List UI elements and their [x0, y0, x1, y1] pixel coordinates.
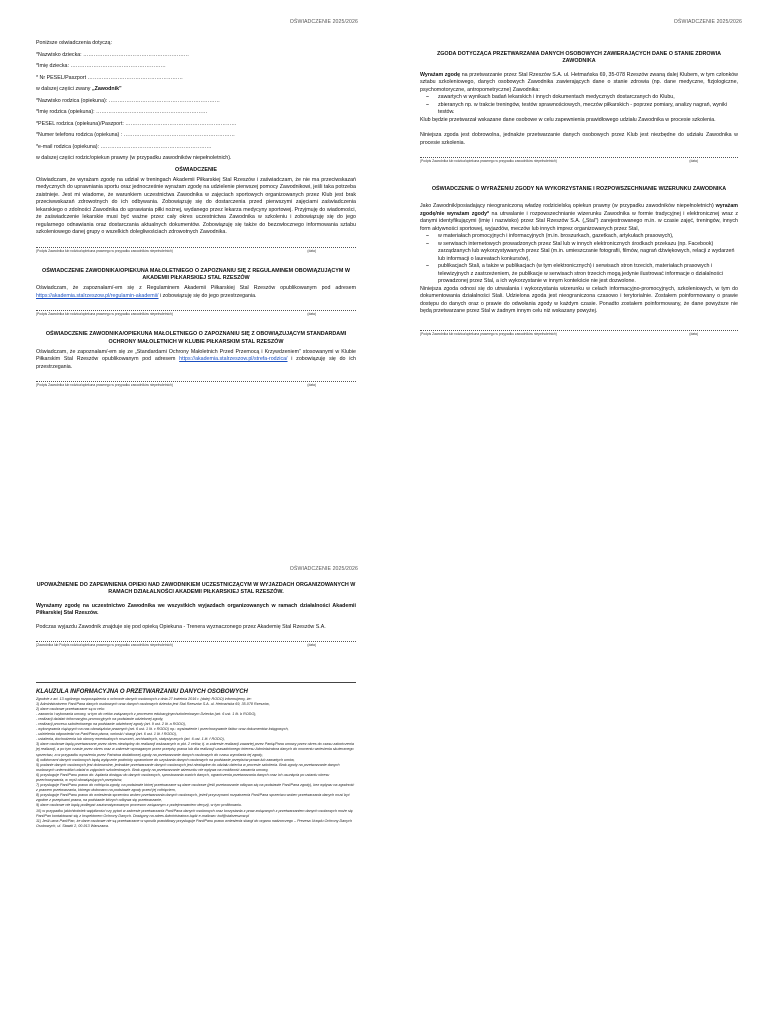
- section-title-image-consent: OŚWIADCZENIE O WYRAŻENIU ZGODY NA WYKORZYSTANIE I ROZPOWSZECHNIANIE WIZERUNKU ZAWODNIKA: [431, 186, 727, 193]
- clause-line: 6) przysługuje Pani/Panu prawo do: żądania dostępu do danych osobowych, sprostowania swoich danych, ograniczenia przetwarzania danych oraz ich usunięcia po ustaniu okresu przechowywania, w myśl obowiązujących przepisów,: [36, 772, 330, 782]
- field-pesel: * Nr PESEL/Paszport ………………………………………………: [36, 74, 183, 81]
- document-page-2: [384, 0, 768, 512]
- image-consent-text: Jako Zawodnik/posiadający nieograniczoną władzę rodzicielską opiekun prawny (w przypadku zawodników niepełnoletnich) wyrażam zgodę/nie wyrażam zgody* na utrwalanie i rozpowszechnianie wizerunku Zawodnika w formie tradycyjnej i elektronicznej wraz z danymi identyfikującymi (imię i nazwisko) przez Stal Rzeszów S.A. („Stal”) zarejestrowanego m.in. w czasie zajęć, treningów, innych form aktywności sportowej, wyjazdów, meczów lub innych imprez organizowanych przez Stal,: [420, 203, 738, 232]
- section-title-declaration: OŚWIADCZENIE: [175, 166, 217, 173]
- field-note-parent: w dalszej części rodzic/opiekun prawny (w przypadku zawodników niepełnoletnich).: [36, 155, 232, 161]
- clause-line: - realizacji procesu szkoleniowego na podstawie udzielonej zgody (art. 9 ust. 2 lit. a RODO),: [36, 721, 187, 726]
- clause-line: 10) w przypadku jakichkolwiek wątpliwości czy pytań w zakresie przetwarzania Pani/Pana danych osobowych oraz korzystania z praw związanych z przetwarzaniem danych osobowych może się Pani/Pan kontaktować się z Inspektorem Ochrony Danych. Dostępny na adres Administratora bądź e-mailowo: iod@stalrzeszow.pl: [36, 808, 353, 818]
- signature-caption: (Podpis Zawodnika lub rodzica/opiekuna prawnego w przypadku zawodników niepełnoletnich) (data): [420, 159, 698, 164]
- standards-text: Oświadczam, że zapoznałam/-em się ze „Standardami Ochrony Małoletnich Przed Przemocą i Krzywdzeniem” stosowanymi w Klubie Piłkarskim Stal Rzeszów opublikowanym pod adresem https://akademia.stalrzeszow.pl/strefa-rodzica/ i zobowiązuję się do ich przestrzegania.: [36, 348, 356, 370]
- clause-line: - zawarcia i wykonania umowy, w tym do celów związanych z procesem edukacyjnym/szkoleniowym Dziecka (art. 6 ust. 1 lit. b RODO),: [36, 711, 257, 716]
- signature-line: [420, 157, 738, 158]
- clause-line: 5) podanie danych osobowych jest dobrowolne, jednakże przetwarzanie danych osobowych jest niezbędne do udziału dziecka w procesie szkolenia. Brak zgody na przetwarzanie danych osobowych uniemożliwi udział w zajęciach szkoleniowych. Brak zgody na przetwarzanie wizerunku nie wpływa na możliwość zawarcia umowy,: [36, 762, 340, 772]
- clause-line: 1) Administratorem Pani/Pana danych osobowych oraz danych osobowych dziecka jest Stal Rzeszów S.A. ul. Hetmańska 69, 35-078 Rzeszów,: [36, 701, 270, 706]
- field-parent-phone: *Numer telefonu rodzica (opiekuna) : ………………………………………………………: [36, 132, 235, 138]
- document-page-1: [0, 0, 384, 512]
- document-page-3: [0, 557, 384, 1024]
- list-item: – zawartych w wynikach badań lekarskich i innych dokumentach medycznych dostarczanych do Klubu,: [438, 94, 738, 102]
- regulations-text: Oświadczam, że zapoznałam/-em się z Regulaminem Akademii Piłkarskiej Stal Rzeszów opublikowanym pod adresem https://akademia.stalrzeszow.pl/regulamin-akademii/ i zobowiązuję się do jego przestrzegania.: [36, 285, 356, 299]
- health-data-purpose: Klub będzie przetwarzał wskazane dane osobowe w celu zapewnienia prawidłowego udziału Zawodnika w procesie szkolenia.: [420, 116, 716, 123]
- clause-line: 11) Jeśli uzna Pani/Pan, że dane osobowe nie są przetwarzane w sposób prawidłowy przysługuje Pani/Panu prawo wniesienia skargi do organu nadzorczego – Prezesa Urzędu Ochrony Danych Osobowych, ul. Stawki 2, 00-913 Warszawa.: [36, 818, 353, 828]
- field-note-player: w dalszej części zwany „Zawodnik”: [36, 86, 122, 92]
- field-parent-name: *Imię rodzica (opiekuna): ………………………………………………………: [36, 109, 208, 115]
- clause-line: 4) odbiorcami danych osobowych będą wyłącznie podmioty uprawnione do uzyskania danych osobowych na podstawie przepisów prawa lub zawartych umów,: [36, 757, 295, 762]
- clause-line: 8) przysługuje Pani/Panu prawo do wniesienia sprzeciwu wobec przetwarzania danych osobowych, jeżeli przyczynami rozpatrzenia Pani/Pana sprzeciwu wobec przetwarzania danych musi być zgodne z przepisami prawa, na podstawie których odbywa się przetwarzanie,: [36, 793, 350, 803]
- section-title-regulations: OŚWIADCZENIE ZAWODNIKA/OPIEKUNA MAŁOLETNIEGO O ZAPOZNANIU SIĘ Z REGULAMINEM OBOWIĄZUJĄCYM W AKADEMII PIŁKARSKIEJ STAL RZESZÓW: [42, 267, 350, 282]
- health-data-text: Wyrażam zgodę na przetwarzanie przez Stal Rzeszów S.A. ul. Hetmańska 69, 35-078 Rzeszów zwaną dalej Klubem, w tym członków sztabu szkoleniowego, danych osobowych Zawodnika zawierających dane o stanie zdrowia (np. dane medyczne, fizjologiczne, psychomotoryczne, antropometryczne) Zawodnika:: [420, 71, 739, 93]
- signature-caption: (Podpis Zawodnika lub rodzica/opiekuna prawnego w przypadku zawodników niepełnoletnich) (data): [420, 331, 698, 336]
- signature-line: [36, 310, 356, 311]
- section-title-health-data: ZGODA DOTYCZĄCA PRZETWARZANIA DANYCH OSOBOWYCH ZAWIERAJĄCYCH DANE O STANIE ZDROWIA ZAWODNIKA: [436, 51, 722, 65]
- image-consent-list: [420, 233, 738, 286]
- signature-line: [36, 247, 356, 248]
- field-child-name: *Imię dziecka: ………………………………………………: [36, 63, 166, 69]
- clause-line: 3) dane osobowe będą przetwarzane przez okres niezbędny do realizacji wskazanych w pkt. 2 celów, tj. w zakresie realizacji zawartej przez Panią/Pana umowy przez okres do czasu zakończenia jej realizacji, a po tym czasie przez okres oraz w zakresie wymaganym przez przepisy prawa lub dla realizacji uzasadnionego interesu Administratora danych do momentu wniesienia skutecznego sprzeciwu, a w przypadku wyrażenia przez Państwa dodatkowej zgody na przetwarzanie danych osobowych do czasu wycofania tej zgody,: [36, 742, 354, 757]
- regulations-link[interactable]: https://akademia.stalrzeszow.pl/regulamin-akademii/: [36, 292, 159, 299]
- clause-line: - udzielenia odpowiedzi na Pani/Pana pisma, wnioski i skargi (art. 6 ust. 1 lit. f RODO),: [36, 732, 178, 737]
- image-consent-after: Niniejsza zgoda odnosi się do utrwalania i wykorzystania wizerunku w celach informacyjno-promocyjnych, szkoleniowych, w tym do dokumentowania działalności Stali. Udzielona zgoda jest nieograniczona czasowo i terytorialnie. Zostałem poinformowany o prawie dostępu do danych oraz o prawie do odwołania zgody w każdym czasie. Ponadto zostałem poinformowany, że dane powyższe nie będą przetwarzane przez Stal w żadnym innym celu niż wskazany powyżej.: [420, 285, 738, 315]
- page-1-content: [36, 40, 356, 388]
- field-parent-email: *e-mail rodzica (opiekuna): ………………………………………………………: [36, 143, 212, 150]
- clause-line: - ustalenia, dochodzenia lub obrony ewentualnych roszczeń, archiwalnych, statystycznych (art. 6 ust. 1 lit. f RODO),: [36, 737, 225, 742]
- section-title-standards: OŚWIADCZENIE ZAWODNIKA/OPIEKUNA MAŁOLETNIEGO O ZAPOZNANIU SIĘ Z OBOWIĄZUJĄCYM STANDARDAMI OCHRONY MAŁOLETNICH W KLUBIE PIŁKARSKIM STAL RZESZÓW: [45, 331, 347, 345]
- clause-line: Zgodnie z art. 13 ogólnego rozporządzenia o ochronie danych osobowych z dnia 27 kwietnia 2016 r. (dalej; RODO) informujemy, że:: [36, 696, 252, 701]
- signature-caption: (Podpis Zawodnika lub rodzica/opiekuna prawnego w przypadku zawodników niepełnoletnich) (data): [36, 312, 316, 317]
- signature-caption: (Zawodnika lub Podpis rodzica/opiekuna prawnego w przypadku zawodników niepełnoletnich) (data): [36, 643, 316, 648]
- field-parent-surname: *Nazwisko rodzica (opiekuna): ………………………………………………………: [36, 97, 220, 104]
- clause-line: 9) dane osobowe nie będą podlegać zautomatyzowanym procesom związanym z podejmowaniem decyzji, w tym profilowaniu.: [36, 803, 242, 808]
- clause-line: 2) dane osobowe przetwarzane są w celu:: [36, 706, 105, 711]
- page-header: OŚWIADCZENIE 2025/2026: [673, 19, 742, 25]
- field-child-surname: *Nazwisko dziecka: ……………………………………………………: [36, 51, 190, 58]
- divider: [36, 682, 356, 683]
- health-data-voluntary: Niniejsza zgoda jest dobrowolna, jednakże przetwarzanie danych osobowych przez Klub jest niezbędne do udziału Zawodnika w procesie szkolenia.: [420, 132, 738, 146]
- section-title-trips: UPOWAŻNIENIE DO ZAPEWNIENIA OPIEKI NAD ZAWODNIKIEM UCZESTNICZĄCYM W WYJAZDACH ORGANIZOWANYCH W RAMACH DZIAŁALNOŚCI AKADEMII PIŁKARSKIEJ STAL RZESZÓW.: [36, 582, 356, 596]
- trips-consent-text: Wyrażamy zgodę na uczestnictwo Zawodnika we wszystkich wyjazdach organizowanych w ramach działalności Akademii Piłkarskiej Stal Rzeszów.: [36, 602, 356, 617]
- list-item: – zbieranych np. w trakcie treningów, testów sprawnościowych, meczów piłkarskich - poprzez pomiary, analizy nagrań, wyniki testów.: [438, 102, 738, 117]
- info-clause: [36, 685, 356, 829]
- page-header: OŚWIADCZENIE 2025/2026: [289, 566, 358, 572]
- signature-caption: (Podpis Zawodnika lub rodzica/opiekuna prawnego w przypadku zawodników niepełnoletnich) (data): [36, 383, 316, 388]
- page-3-content: [36, 578, 356, 648]
- list-item: – w materiałach promocyjnych i informacyjnych (m.in. broszurkach, gazetkach, artykułach prasowych),: [438, 233, 738, 241]
- clause-line: - wykonywania ciążących na nas obowiązków prawnych (art. 6 ust. 1 lit. c RODO) np.: wystawienie i przechowywanie faktur oraz dokumentów księgowych,: [36, 727, 289, 732]
- signature-line: [420, 330, 738, 331]
- info-clause-text: [36, 697, 356, 829]
- signature-line: [36, 381, 356, 382]
- field-parent-pesel: *PESEL rodzica (opiekuna)/Paszport: ………………………………………………………: [36, 120, 237, 127]
- trips-care-text: Podczas wyjazdu Zawodnik znajduje się pod opieką Opiekuna - Trenera wyznaczonego przez Akademię Stal Rzeszów S.A.: [36, 623, 326, 630]
- intro-text: Poniższe oświadczenia dotyczą:: [36, 40, 112, 46]
- page-header: OŚWIADCZENIE 2025/2026: [289, 19, 358, 25]
- health-data-list: [420, 94, 738, 117]
- list-item: – publikacjach Stali, a także w publikacjach (w tym elektronicznych) i serwisach stron trzecich, materiałach prasowych i telewizyjnych z zastrzeżeniem, że publikacje w serwisach stron trzecich mogą jedynie ilustrować informacje o działalności prowadzonej przez Stal, a ich wykorzystanie w innym kontekście nie jest dozwolone.: [438, 263, 738, 286]
- signature-caption: (Podpis Zawodnika lub rodzica/opiekuna prawnego w przypadku zawodników niepełnoletnich) (data): [36, 248, 316, 253]
- page-2-content: [420, 47, 738, 337]
- clause-line: - realizacji działań informacyjno-promocyjnych na podstawie udzielonej zgody,: [36, 716, 164, 721]
- info-clause-title: KLAUZULA INFORMACYJNA O PRZETWARZANIU DANYCH OSOBOWYCH: [36, 689, 248, 695]
- clause-line: 7) przysługuje Pani/Panu prawo do cofnięcia zgody, na podstawie której przetwarzane są dane osobowe (jeśli przetwarzanie odbywa się na podstawie Pani/Pana zgody), bez wpływu na zgodność z prawem przetwarzania, którego dokonano na podstawie zgody przed jej cofnięciem,: [36, 783, 355, 793]
- standards-link[interactable]: https://akademia.stalrzeszow.pl/strefa-rodzica/: [179, 356, 288, 363]
- signature-line: [36, 641, 356, 642]
- list-item: – w serwisach internetowych prowadzonych przez Stal lub w innych elektronicznych środkach przekazu (np. Facebook) zarządzanych lub wykorzystywanych przez Stal (m.in. umieszczanie fotografii, filmów, nagrań dźwiękowych, relacji z wydarzeń lub informacji o laureatach konkursów),: [438, 241, 738, 264]
- declaration-text: Oświadczam, że wyrażam zgodę na udział w treningach Akademii Piłkarskiej Stal Rzeszów i zaświadczam, że nie ma przeciwskazań medycznych do uprawniania sportu oraz jednocześnie wyrażam zgodę na udzielenie pierwszej pomocy Zawodnikowi, jeśli taka potrzeba zaistnieje. Jest mi wiadome, że warunkiem uczestnictwa Zawodnika w zajęciach sportowych organizowanych przez Klub jest brak przeciwwskazań zdrowotnych do ich odbywania. Zobowiązuję się do dostarczenia przed pierwszymi zajęciami zaświadczenia lekarskiego o zdolności Zawodnika do uprawiania piłki nożnej, wydanego przez lekarza medycyny sportowej. Przyjmuję do wiadomości, że zaświadczenie lekarskie musi być ważne przez cały okres uczestnictwa Zawodnika w szkoleniu i zobowiązuję się do jego regularnego odnawiania oraz dostarczania aktualnych dokumentów. Zobowiązuję się także do bezzwłocznego informowania sztabu szkoleniowego danej grupy o wszelkich dolegliwościach zdrowotnych Zawodnika.: [36, 176, 356, 236]
